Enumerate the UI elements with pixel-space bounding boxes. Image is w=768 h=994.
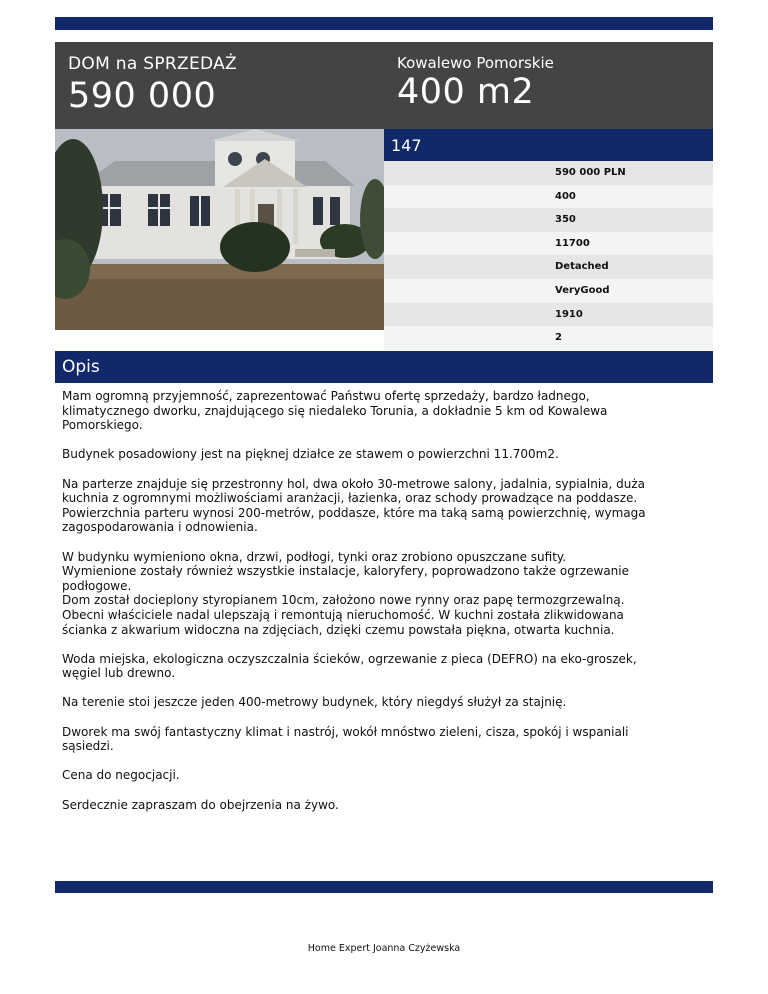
property-type: DOM na SPRZEDAŻ [68,54,237,74]
agent-footer: Home Expert Joanna Czyżewska [307,943,461,954]
detail-plot-area: 11700 [384,232,713,256]
bottom-bar [55,881,713,893]
description-paragraph: Cena do negocjacji. [62,768,180,783]
description-text [62,389,708,827]
header-left [68,54,237,116]
price-headline: 590 000 [68,76,217,116]
description-paragraph: Woda miejska, ekologiczna oczyszczalnia ścieków, ogrzewanie z pieca (DEFRO) na eko-groszek, węgiel lub drewno. [62,651,637,681]
listing-id-bar [384,129,713,161]
description-paragraph: Dworek ma swój fantastyczny klimat i nastrój, wokół mnóstwo zieleni, cisza, spokój i wspaniali sąsiedzi. [62,724,629,754]
description-paragraph: W budynku wymieniono okna, drzwi, podłogi, tynki oraz zrobiono opuszczane sufity. Wymienione zostały również wszystkie instalacje, kaloryfery, poprowadzono także ogrzewanie podłogowe. Dom został docieplony styropianem 10cm, założono nowe rynny oraz papę termozgrzewalną. Obecni właściciele nadal ulepszają i remontują nieruchomość. W kuchni została zlikwidowana ścianka z akwarium widoczna na zdjęciach, dzięki czemu powstała piękna, otwarta kuchnia. [62,549,629,637]
listing-id: 147 [391,136,422,155]
description-heading-bar [55,351,713,383]
description-paragraph: Na parterze znajduje się przestronny hol, dwa około 30-metrowe salony, jadalnia, sypialnia, duża kuchnia z ogromnymi możliwościami aranżacji, łazienka, oraz schody prowadzące na poddasze. Powierzchnia parteru wynosi 200-metrów, poddasze, które ma taką samą powierzchnię, wymaga zagospodarowania i odnowienia. [62,476,646,535]
detail-price: 590 000 PLN [384,161,713,185]
description-heading: Opis [62,357,100,377]
detail-floors: 2 [384,326,713,350]
description-paragraph: Na terenie stoi jeszcze jeden 400-metrowy budynek, który niegdyś służył za stajnię. [62,695,567,710]
detail-building-type: Detached [384,255,713,279]
detail-area: 400 [384,185,713,209]
city-name: Kowalewo Pomorskie [397,54,554,72]
property-photo [55,129,385,330]
description-paragraph: Serdecznie zapraszam do obejrzenia na żywo. [62,797,339,812]
header-right [397,54,554,112]
details-table [384,161,713,350]
description-paragraph: Budynek posadowiony jest na pięknej działce ze stawem o powierzchni 11.700m2. [62,447,559,462]
top-bar [55,17,713,30]
detail-condition: VeryGood [384,279,713,303]
description-paragraph: Mam ogromną przyjemność, zaprezentować Państwu ofertę sprzedaży, bardzo ładnego, klimatycznego dworku, znajdującego się niedaleko Torunia, a dokładnie 5 km od Kowalewa Pomorskiego. [62,389,608,433]
area-headline: 400 m2 [397,72,535,112]
detail-usable-area: 350 [384,208,713,232]
detail-year-built: 1910 [384,303,713,327]
listing-header [55,42,713,129]
